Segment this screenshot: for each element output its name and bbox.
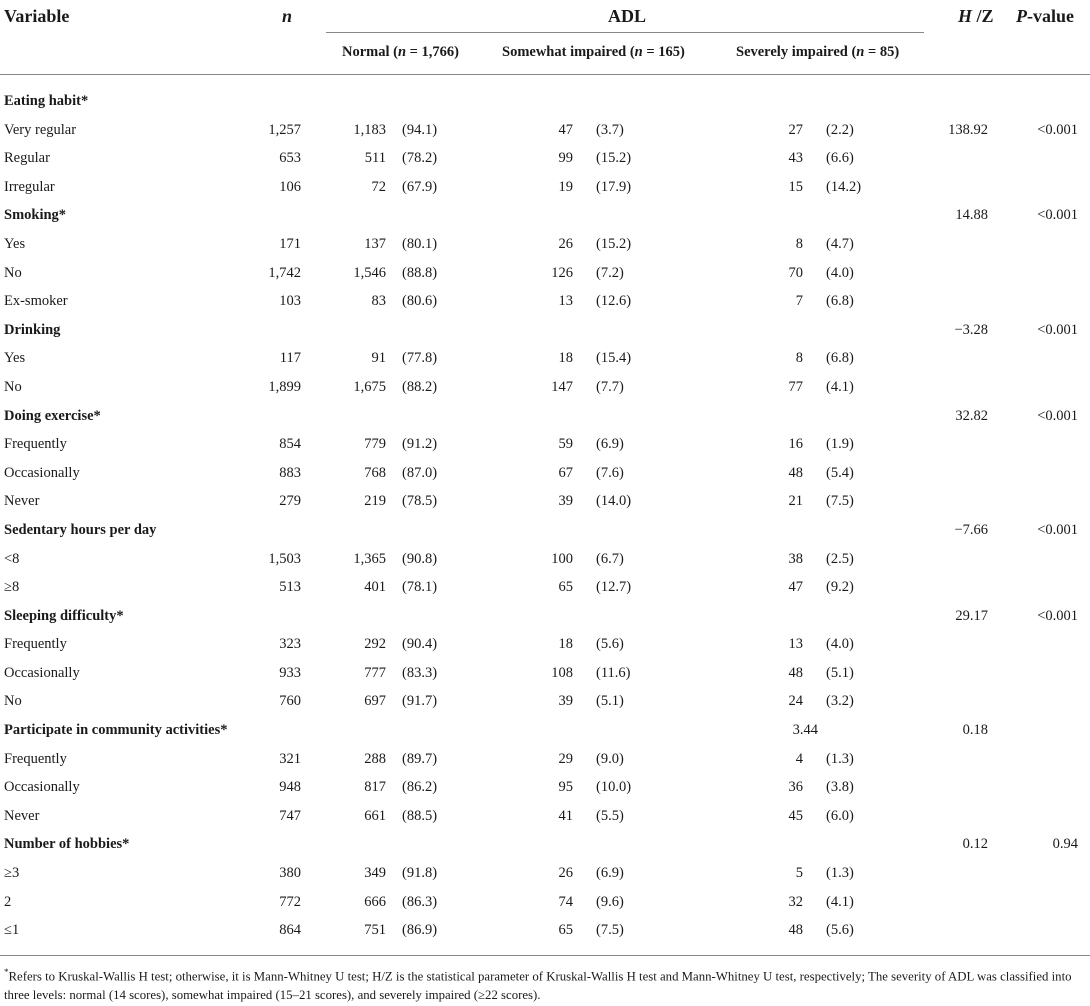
cell-label: Occasionally — [4, 779, 80, 796]
table-group-row — [0, 402, 1090, 431]
cell-p2: (3.7) — [596, 121, 624, 138]
cell-a3: 21 — [788, 493, 803, 510]
cell-p2: (11.6) — [596, 664, 631, 681]
table-header-row-2 — [0, 40, 1090, 70]
cell-p2: (12.7) — [596, 579, 632, 596]
table-group-row — [0, 516, 1090, 545]
cell-p3: (1.9) — [826, 436, 854, 453]
cell-p2: (7.7) — [596, 378, 624, 395]
cell-label: No — [4, 693, 22, 710]
cell-hz: 0.12 — [962, 836, 988, 853]
table-group-row — [0, 830, 1090, 859]
cell-a2: 108 — [551, 664, 573, 681]
cell-p1: (78.2) — [402, 150, 438, 167]
cell-n: 760 — [279, 693, 301, 710]
cell-p: <0.001 — [1037, 121, 1078, 138]
table-group-row — [0, 201, 1090, 230]
cell-a2: 47 — [558, 121, 573, 138]
cell-label: Sleeping difficulty* — [4, 607, 124, 624]
cell-n: 653 — [279, 150, 301, 167]
cell-p: <0.001 — [1037, 407, 1078, 424]
cell-n: 117 — [279, 350, 301, 367]
header-variable: Variable — [4, 6, 70, 26]
cell-a2: 13 — [558, 293, 573, 310]
cell-a1: 661 — [364, 807, 386, 824]
table-row — [0, 487, 1090, 516]
cell-p2: (14.0) — [596, 493, 632, 510]
cell-p3: (3.8) — [826, 779, 854, 796]
cell-a1: 1,365 — [353, 550, 386, 567]
cell-label: Ex-smoker — [4, 293, 68, 310]
cell-p1: (78.1) — [402, 579, 438, 596]
cell-p2: (5.1) — [596, 693, 624, 710]
cell-a1: 817 — [364, 779, 386, 796]
table-group-row — [0, 316, 1090, 345]
cell-p1: (88.5) — [402, 807, 438, 824]
cell-p2: (9.6) — [596, 893, 624, 910]
cell-p3: (2.5) — [826, 550, 854, 567]
cell-a3: 47 — [788, 579, 803, 596]
cell-label: Irregular — [4, 178, 55, 195]
table-row — [0, 802, 1090, 831]
cell-p2: (5.5) — [596, 807, 624, 824]
table-row — [0, 659, 1090, 688]
cell-hz: 32.82 — [955, 407, 988, 424]
cell-p3: (4.1) — [826, 378, 854, 395]
cell-a2: 26 — [558, 235, 573, 252]
cell-n: 933 — [279, 664, 301, 681]
table-header-row-1 — [0, 0, 1090, 36]
header-severely-impaired: Severely impaired (n = 85) — [736, 44, 900, 60]
cell-a3: 45 — [788, 807, 803, 824]
table-row — [0, 344, 1090, 373]
cell-n: 883 — [279, 464, 301, 481]
cell-label: Yes — [4, 350, 26, 367]
cell-p3: (7.5) — [826, 493, 854, 510]
cell-p2: (17.9) — [596, 178, 632, 195]
cell-p1: (80.1) — [402, 235, 438, 252]
cell-p3: (5.1) — [826, 664, 854, 681]
cell-p2: (6.9) — [596, 436, 624, 453]
cell-n: 1,503 — [268, 550, 301, 567]
cell-a3: 13 — [788, 636, 803, 653]
cell-label: No — [4, 264, 22, 281]
table-row — [0, 230, 1090, 259]
table-group-row — [0, 716, 1090, 745]
cell-hz: 138.92 — [948, 121, 988, 138]
cell-label: Participate in community activities* — [4, 722, 228, 739]
adl-span-rule — [326, 32, 924, 33]
cell-p3: (4.0) — [826, 264, 854, 281]
cell-a1: 1,675 — [353, 378, 386, 395]
cell-a2: 65 — [558, 579, 573, 596]
cell-a1: 779 — [364, 436, 386, 453]
table-row — [0, 144, 1090, 173]
cell-p2: (10.0) — [596, 779, 632, 796]
cell-p3: (1.3) — [826, 750, 854, 767]
cell-a2: 59 — [558, 436, 573, 453]
cell-label: Doing exercise* — [4, 407, 101, 424]
cell-p3: (6.8) — [826, 293, 854, 310]
cell-a2: 100 — [551, 550, 573, 567]
cell-a1: 292 — [364, 636, 386, 653]
table-row — [0, 116, 1090, 145]
cell-label: Eating habit* — [4, 93, 89, 109]
cell-p1: (67.9) — [402, 178, 438, 195]
cell-p3: (6.0) — [826, 807, 854, 824]
cell-n: 279 — [279, 493, 301, 510]
cell-a1: 91 — [371, 350, 386, 367]
cell-n: 321 — [279, 750, 301, 767]
cell-p1: (94.1) — [402, 121, 438, 138]
cell-a2: 18 — [558, 350, 573, 367]
cell-label: Yes — [4, 235, 26, 252]
cell-a1: 1,183 — [353, 121, 386, 138]
cell-p2: (9.0) — [596, 750, 624, 767]
cell-a2: 19 — [558, 178, 573, 195]
cell-hz: −3.28 — [954, 321, 988, 338]
cell-a3: 36 — [788, 779, 803, 796]
cell-n: 103 — [279, 293, 301, 310]
header-n: n — [282, 6, 293, 26]
cell-a1: 511 — [364, 150, 386, 167]
cell-a3: 48 — [788, 664, 803, 681]
cell-label: ≥3 — [4, 865, 20, 882]
cell-p1: (90.8) — [402, 550, 438, 567]
cell-label: Drinking — [4, 321, 61, 338]
cell-p3: (3.2) — [826, 693, 854, 710]
cell-p: <0.001 — [1037, 207, 1078, 224]
cell-p3: (6.6) — [826, 150, 854, 167]
cell-n: 854 — [279, 436, 301, 453]
table-footnote: *Refers to Kruskal-Wallis H test; otherwise, it is Mann-Whitney U test; H/Z is the statistical parameter of Kruskal-Wallis H test and Mann-Whitney U test, respectively; The severity of ADL was classified into three levels: normal (14 scores), somewhat impaired (15–21 scores), and severely impaired (≥22 scores). — [4, 967, 1072, 1003]
cell-p1: (88.2) — [402, 378, 438, 395]
cell-label: Regular — [4, 150, 50, 167]
cell-hz: 14.88 — [955, 207, 988, 224]
cell-n: 948 — [279, 779, 301, 796]
cell-p2: (15.2) — [596, 150, 632, 167]
cell-a3: 38 — [788, 550, 803, 567]
cell-n: 772 — [279, 893, 301, 910]
cell-n: 171 — [279, 235, 301, 252]
cell-a2: 26 — [558, 865, 573, 882]
cell-a2: 126 — [551, 264, 573, 281]
table-row — [0, 373, 1090, 402]
cell-a3: 8 — [795, 235, 803, 252]
cell-p3: (4.7) — [826, 235, 854, 252]
cell-p: <0.001 — [1037, 321, 1078, 338]
cell-p1: (83.3) — [402, 664, 438, 681]
cell-a3: 77 — [788, 378, 803, 395]
cell-a1: 751 — [364, 922, 386, 939]
cell-p3: (1.3) — [826, 865, 854, 882]
cell-a3: 27 — [788, 121, 803, 138]
table-group-row — [0, 602, 1090, 631]
header-normal: Normal (n = 1,766) — [342, 44, 460, 60]
cell-hz: −7.66 — [954, 521, 988, 538]
cell-p3: (5.6) — [826, 922, 854, 939]
cell-a3: 8 — [795, 350, 803, 367]
cell-p1: (91.8) — [402, 865, 438, 882]
table-row — [0, 430, 1090, 459]
cell-p1: (90.4) — [402, 636, 438, 653]
cell-a1: 72 — [371, 178, 386, 195]
table-row — [0, 630, 1090, 659]
cell-label: Sedentary hours per day — [4, 521, 157, 538]
cell-a3: 24 — [788, 693, 803, 710]
cell-n: 513 — [279, 579, 301, 596]
cell-label: Frequently — [4, 436, 67, 453]
table-row — [0, 888, 1090, 917]
cell-a2: 147 — [551, 378, 573, 395]
cell-n: 380 — [279, 865, 301, 882]
cell-a2: 29 — [558, 750, 573, 767]
cell-p3: (6.8) — [826, 350, 854, 367]
cell-p: <0.001 — [1037, 607, 1078, 624]
cell-a1: 401 — [364, 579, 386, 596]
cell-p1: (91.7) — [402, 693, 438, 710]
cell-a2: 39 — [558, 493, 573, 510]
cell-a2: 99 — [558, 150, 573, 167]
cell-n: 106 — [279, 178, 301, 195]
cell-p1: (88.8) — [402, 264, 438, 281]
cell-p2: (7.6) — [596, 464, 624, 481]
header-rule — [0, 74, 1090, 75]
table-row — [0, 773, 1090, 802]
cell-p2: (7.5) — [596, 922, 624, 939]
cell-a1: 777 — [364, 664, 386, 681]
cell-n: 1,899 — [268, 378, 301, 395]
cell-a1: 137 — [364, 235, 386, 252]
cell-p2: (6.7) — [596, 550, 624, 567]
table-row — [0, 687, 1090, 716]
cell-label: Frequently — [4, 750, 67, 767]
cell-p1: (78.5) — [402, 493, 438, 510]
cell-p: 0.94 — [1052, 836, 1078, 853]
cell-a1: 83 — [371, 293, 386, 310]
cell-a2: 18 — [558, 636, 573, 653]
cell-p3: (2.2) — [826, 121, 854, 138]
header-p-value: P-value — [1016, 6, 1074, 26]
cell-label: Frequently — [4, 636, 67, 653]
cell-hz: 29.17 — [955, 607, 988, 624]
cell-p1: (77.8) — [402, 350, 438, 367]
cell-p1: (89.7) — [402, 750, 438, 767]
cell-a3: 16 — [788, 436, 803, 453]
cell-p1: (86.9) — [402, 922, 438, 939]
cell-n: 1,257 — [268, 121, 301, 138]
cell-label: Occasionally — [4, 664, 80, 681]
cell-a1: 219 — [364, 493, 386, 510]
cell-a3: 7 — [795, 293, 803, 310]
cell-a1: 1,546 — [353, 264, 386, 281]
cell-p2: (15.2) — [596, 235, 632, 252]
cell-n: 747 — [279, 807, 301, 824]
header-hz: H /Z — [958, 6, 994, 26]
table-row — [0, 859, 1090, 888]
cell-p1: (80.6) — [402, 293, 438, 310]
cell-a1: 288 — [364, 750, 386, 767]
cell-label: Occasionally — [4, 464, 80, 481]
cell-a2: 95 — [558, 779, 573, 796]
table-row — [0, 459, 1090, 488]
cell-a3: 43 — [788, 150, 803, 167]
cell-a2: 41 — [558, 807, 573, 824]
cell-n: 864 — [279, 922, 301, 939]
cell-label: Number of hobbies* — [4, 836, 130, 853]
cell-a2: 74 — [558, 893, 573, 910]
cell-n: 323 — [279, 636, 301, 653]
cell-label: <8 — [4, 550, 20, 567]
cell-a3: 70 — [788, 264, 803, 281]
cell-a2: 67 — [558, 464, 573, 481]
cell-p1: (91.2) — [402, 436, 438, 453]
table-row — [0, 916, 1090, 945]
cell-label: No — [4, 378, 22, 395]
cell-p3: (9.2) — [826, 579, 854, 596]
cell-p3: (14.2) — [826, 178, 862, 195]
cell-p2: (7.2) — [596, 264, 624, 281]
cell-a1: 697 — [364, 693, 386, 710]
cell-p1: (87.0) — [402, 464, 438, 481]
cell-p3: (5.4) — [826, 464, 854, 481]
cell-a1: 349 — [364, 865, 386, 882]
cell-p2: (12.6) — [596, 293, 632, 310]
cell-p1: (86.2) — [402, 779, 438, 796]
cell-p2: (5.6) — [596, 636, 624, 653]
cell-a2: 39 — [558, 693, 573, 710]
cell-p2: (6.9) — [596, 865, 624, 882]
cell-label: Never — [4, 493, 40, 510]
cell-a3: 32 — [788, 893, 803, 910]
cell-label: ≤1 — [4, 922, 20, 939]
cell-label: Never — [4, 807, 40, 824]
cell-a3: 4 — [795, 750, 803, 767]
cell-a3: 48 — [788, 922, 803, 939]
cell-hz: 0.18 — [962, 722, 988, 739]
table-row — [0, 573, 1090, 602]
header-somewhat-impaired: Somewhat impaired (n = 165) — [502, 44, 685, 60]
table-row — [0, 259, 1090, 288]
table-row — [0, 745, 1090, 774]
cell-a3: 48 — [788, 464, 803, 481]
cell-label: Smoking* — [4, 207, 67, 224]
table-body — [0, 87, 1090, 945]
cell-a3: 15 — [788, 178, 803, 195]
cell-label: ≥8 — [4, 579, 20, 596]
cell-a1: 768 — [364, 464, 386, 481]
cell-hzc: 3.44 — [792, 722, 818, 739]
cell-label: 2 — [4, 893, 12, 910]
table-row — [0, 173, 1090, 202]
cell-a2: 65 — [558, 922, 573, 939]
cell-p3: (4.0) — [826, 636, 854, 653]
table-bottom-rule — [0, 955, 1090, 956]
cell-n: 1,742 — [268, 264, 301, 281]
cell-p1: (86.3) — [402, 893, 438, 910]
table-group-row — [0, 87, 1090, 116]
table-row — [0, 545, 1090, 574]
cell-a3: 5 — [795, 865, 803, 882]
cell-a1: 666 — [364, 893, 386, 910]
cell-label: Very regular — [4, 121, 77, 138]
header-adl: ADL — [608, 6, 647, 26]
cell-p: <0.001 — [1037, 521, 1078, 538]
table-row — [0, 287, 1090, 316]
cell-p3: (4.1) — [826, 893, 854, 910]
cell-p2: (15.4) — [596, 350, 632, 367]
